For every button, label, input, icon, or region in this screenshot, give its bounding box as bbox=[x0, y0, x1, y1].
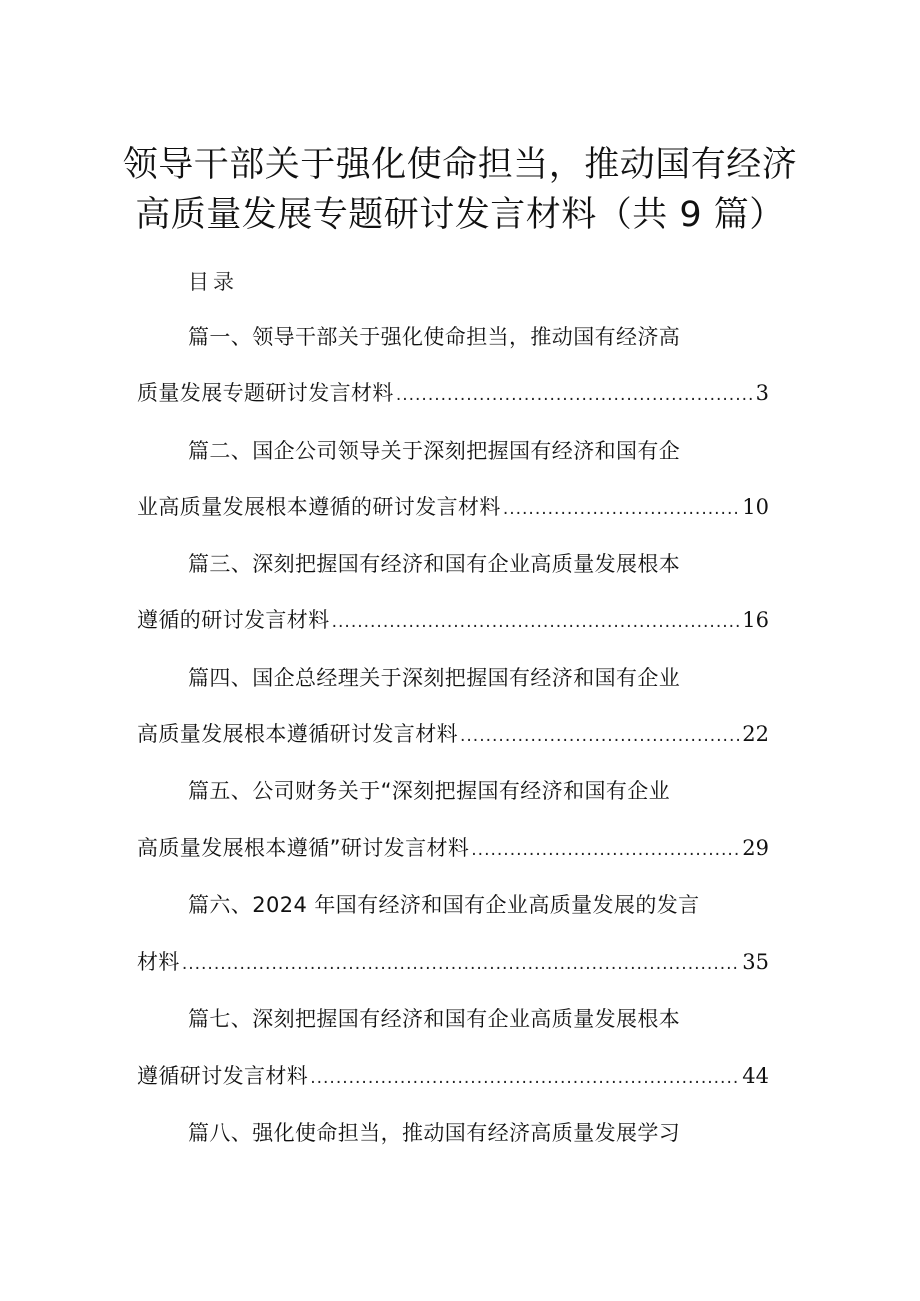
toc-entry-6[interactable] bbox=[137, 947, 769, 979]
toc-leader-dots bbox=[182, 949, 740, 979]
toc-entry-6-title-cont: 材料 bbox=[137, 950, 180, 974]
toc-entry-7[interactable] bbox=[137, 1061, 769, 1093]
toc-entry-7-page: 44 bbox=[742, 1064, 769, 1088]
toc-leader-dots bbox=[310, 1063, 740, 1093]
document-title-line-2: 高质量发展专题研讨发言材料（共 9 篇） bbox=[135, 195, 785, 235]
toc-leader-dots bbox=[396, 380, 754, 410]
toc-entry-6-title: 篇六、2024 年国有经济和国有企业高质量发展的发言 bbox=[188, 893, 700, 917]
toc-entry-5[interactable] bbox=[137, 833, 769, 865]
toc-entry-2-title-cont: 业高质量发展根本遵循的研讨发言材料 bbox=[137, 495, 501, 519]
toc-entry-4-page: 22 bbox=[742, 722, 769, 746]
toc-entry-3[interactable] bbox=[137, 605, 769, 637]
toc-entry-8-title: 篇八、强化使命担当，推动国有经济高质量发展学习 bbox=[188, 1121, 681, 1145]
toc-entry-4[interactable] bbox=[137, 719, 769, 751]
toc-entry-1-title: 篇一、领导干部关于强化使命担当，推动国有经济高 bbox=[188, 325, 681, 349]
toc-entry-4-title: 篇四、国企总经理关于深刻把握国有经济和国有企业 bbox=[188, 666, 681, 690]
toc-entry-2-page: 10 bbox=[742, 495, 769, 519]
toc-entry-3-title-cont: 遵循的研讨发言材料 bbox=[137, 608, 330, 632]
toc-leader-dots bbox=[460, 721, 740, 751]
toc-entry-6-page: 35 bbox=[742, 950, 769, 974]
toc-leader-dots bbox=[503, 494, 740, 524]
toc-leader-dots bbox=[332, 607, 741, 637]
toc-heading: 目录 bbox=[188, 270, 238, 294]
toc-entry-7-title: 篇七、深刻把握国有经济和国有企业高质量发展根本 bbox=[188, 1007, 681, 1031]
toc-entry-3-page: 16 bbox=[742, 608, 769, 632]
toc-entry-1-page: 3 bbox=[755, 381, 769, 405]
toc-entry-1[interactable] bbox=[137, 378, 769, 410]
toc-entry-5-page: 29 bbox=[742, 836, 769, 860]
toc-entry-1-title-cont: 质量发展专题研讨发言材料 bbox=[137, 381, 394, 405]
toc-entry-2[interactable] bbox=[137, 492, 769, 524]
toc-entry-5-title-cont: 高质量发展根本遵循”研讨发言材料 bbox=[137, 836, 470, 860]
toc-entry-4-title-cont: 高质量发展根本遵循研讨发言材料 bbox=[137, 722, 458, 746]
toc-leader-dots bbox=[471, 835, 740, 865]
toc-entry-7-title-cont: 遵循研讨发言材料 bbox=[137, 1064, 309, 1088]
toc-entry-5-title: 篇五、公司财务关于“深刻把握国有经济和国有企业 bbox=[188, 779, 671, 803]
toc-entry-3-title: 篇三、深刻把握国有经济和国有企业高质量发展根本 bbox=[188, 552, 681, 576]
document-title-line-1: 领导干部关于强化使命担当，推动国有经济 bbox=[122, 145, 798, 185]
toc-entry-2-title: 篇二、国企公司领导关于深刻把握国有经济和国有企 bbox=[188, 439, 681, 463]
